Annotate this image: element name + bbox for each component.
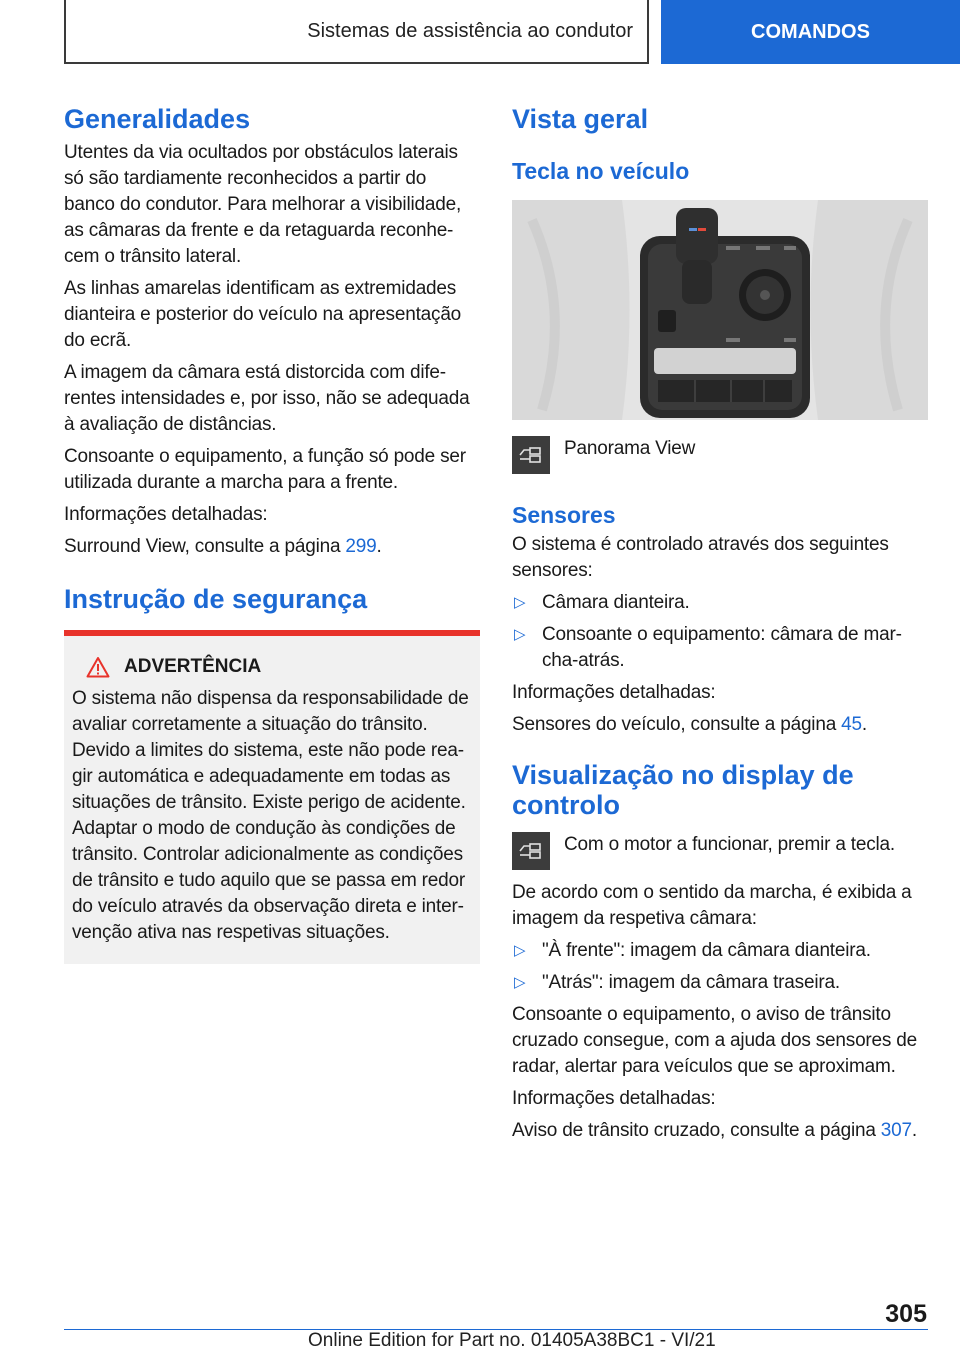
- right-column: [512, 100, 928, 1150]
- list-item-text: Consoante o equipamento: câmara de mar-cha-atrás.: [542, 624, 902, 671]
- footer-edition: Online Edition for Part no. 01405A38BC1 - VI/21: [308, 1330, 716, 1351]
- bullet-triangle-icon: ▷: [514, 974, 526, 991]
- panorama-view-button-icon: [512, 832, 550, 870]
- warning-header: [72, 656, 472, 678]
- paragraph: De acordo com o sentido da marcha, é exibida a imagem da respetiva câmara:: [512, 882, 912, 929]
- center-console-illustration: [512, 200, 928, 420]
- reference-text: Surround View, consulte a página: [64, 536, 346, 557]
- left-column: [64, 100, 480, 964]
- paragraph: Consoante o equipamento, a função só pode ser utilizada durante a marcha para a frente.: [64, 446, 466, 493]
- list-item: [512, 970, 928, 996]
- header-section: [64, 0, 649, 64]
- display-key-row: [512, 832, 928, 870]
- page-reference: [64, 534, 480, 560]
- heading-safety: Instrução de segurança: [64, 584, 368, 614]
- page-link-307[interactable]: 307: [880, 1120, 912, 1141]
- heading-key: Tecla no veículo: [512, 158, 690, 184]
- page-reference: [512, 1118, 928, 1144]
- header-chapter-tab: [661, 0, 960, 64]
- paragraph: A imagem da câmara está distorcida com dife-rentes intensidades e, por isso, não se adequada à avaliação de distâncias.: [64, 362, 470, 435]
- reference-text: Sensores do veículo, consulte a página: [512, 714, 842, 735]
- key-row: [512, 436, 928, 474]
- list-item: [512, 590, 928, 616]
- paragraph: Com o motor a funcionar, premir a tecla.: [564, 834, 895, 855]
- page-link-45[interactable]: 45: [841, 714, 862, 735]
- warning-triangle-icon: [86, 656, 110, 678]
- page-link-299[interactable]: 299: [345, 536, 377, 557]
- bullet-triangle-icon: ▷: [514, 942, 526, 959]
- list-item: [512, 938, 928, 964]
- page-reference: [512, 712, 928, 738]
- warning-label: ADVERTÊNCIA: [124, 656, 262, 677]
- paragraph: Consoante o equipamento, o aviso de trânsito cruzado consegue, com a ajuda dos sensores de radar, alertar para veículos que se aproximam.: [512, 1004, 918, 1077]
- paragraph: As linhas amarelas identificam as extremidades dianteira e posterior do veículo na apresentação do ecrã.: [64, 278, 462, 351]
- heading-generalidades: Generalidades: [64, 104, 251, 134]
- paragraph: Informações detalhadas:: [512, 1088, 716, 1109]
- page-number: 305: [885, 1300, 927, 1328]
- key-label: Panorama View: [564, 438, 696, 459]
- bullet-triangle-icon: ▷: [514, 626, 526, 643]
- list-item-text: "À frente": imagem da câmara dianteira.: [542, 940, 871, 961]
- heading-sensors: Sensores: [512, 502, 616, 528]
- paragraph: O sistema é controlado através dos seguintes sensores:: [512, 534, 889, 581]
- bullet-triangle-icon: ▷: [514, 594, 526, 611]
- reference-end: .: [861, 714, 867, 735]
- reference-end: .: [911, 1120, 917, 1141]
- paragraph: Utentes da via ocultados por obstáculos laterais só são tardiamente reconhecidos a partir do banco do condutor. Para melhorar a visibilidade, as câmaras da frente e da retaguarda reconhe-cem o trânsito lateral.: [64, 142, 462, 267]
- paragraph: Informações detalhadas:: [64, 504, 268, 525]
- warning-text: O sistema não dispensa da responsabilidade de avaliar corretamente a situação do trânsito. Devido a limites do sistema, este não pode rea-gir automática e adequadamente em todas as situações de trânsito. Existe perigo de acidente. Adaptar o modo de condução às condições de trânsito. Controlar adicionalmente as condições de trânsito e tudo aquilo que se passa em redor do veículo através da observação direta e inter-venção ativa nas respetivas situações.: [72, 688, 469, 943]
- header-chapter-title: COMANDOS: [751, 20, 870, 43]
- reference-end: .: [376, 536, 382, 557]
- reference-text: Aviso de trânsito cruzado, consulte a página: [512, 1120, 881, 1141]
- list-item-text: Câmara dianteira.: [542, 592, 690, 613]
- list-item: [512, 622, 928, 674]
- list-item-text: "Atrás": imagem da câmara traseira.: [542, 972, 840, 993]
- vehicle-controls-photo: [512, 200, 928, 420]
- heading-display: Visualização no display de controlo: [512, 760, 854, 820]
- paragraph: Informações detalhadas:: [512, 682, 716, 703]
- header-section-title: Sistemas de assistência ao condutor: [307, 19, 633, 42]
- panorama-view-button-icon: [512, 436, 550, 474]
- warning-box: [64, 630, 480, 964]
- heading-overview: Vista geral: [512, 104, 649, 134]
